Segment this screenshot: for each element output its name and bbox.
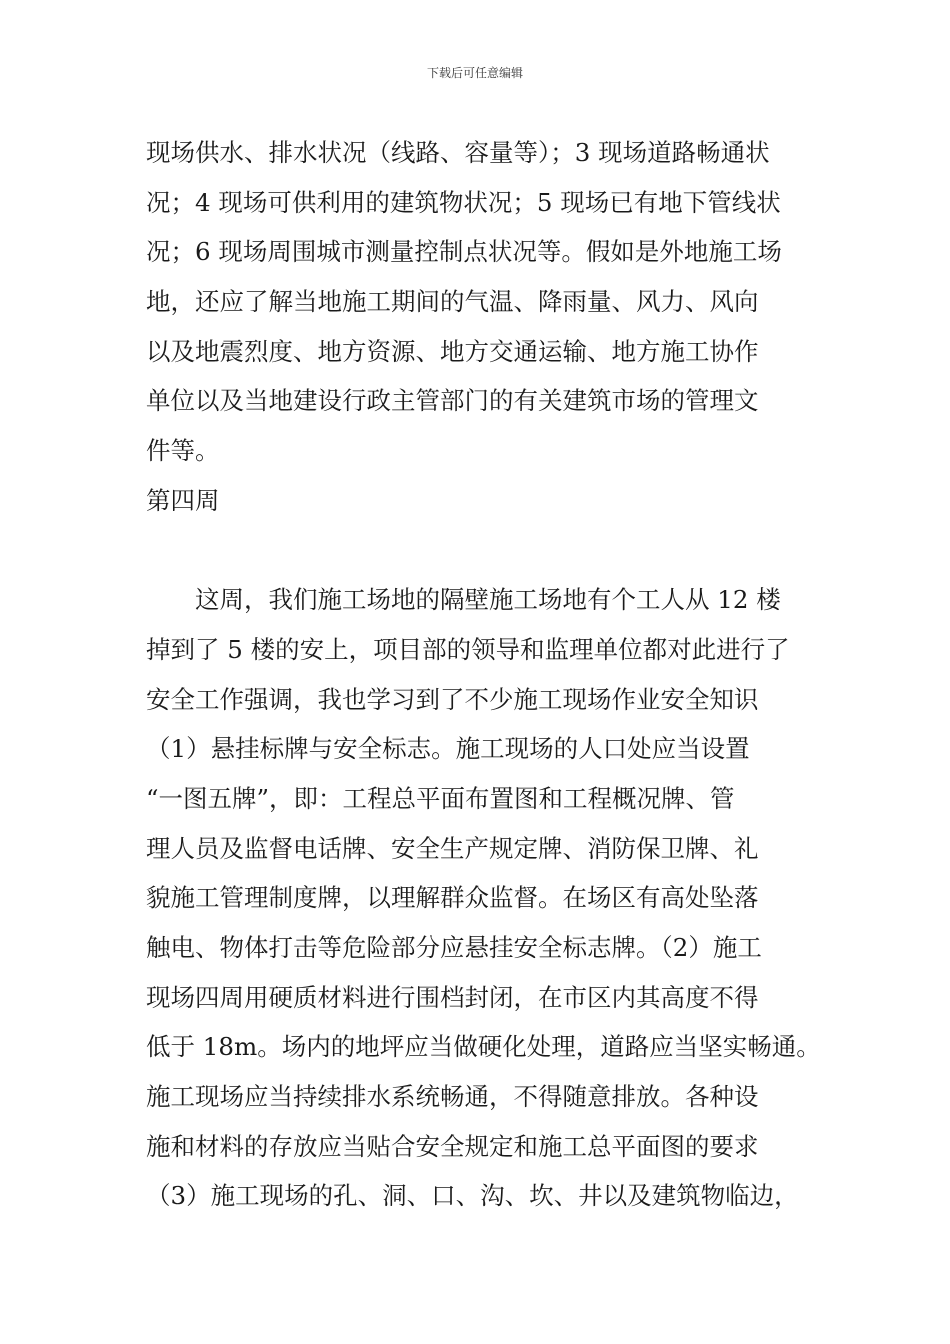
text-line: 地，还应了解当地施工期间的气温、降雨量、风力、风向 <box>146 287 759 317</box>
text-line: 现场供水、排水状况（线路、容量等）；3 现场道路畅通状 <box>146 138 770 167</box>
text-line: （1）悬挂标牌与安全标志。施工现场的人口处应当设置 <box>146 734 750 764</box>
text-line: 低于 18m。场内的地坪应当做硬化处理，道路应当坚实畅通。 <box>146 1032 821 1062</box>
text-line: 掉到了 5 楼的安上，项目部的领导和监理单位都对此进行了 <box>146 634 790 664</box>
text-line: 理人员及监督电话牌、安全生产规定牌、消防保卫牌、礼 <box>146 833 759 863</box>
text-line: 施工现场应当持续排水系统畅通，不得随意排放。各种设 <box>146 1082 759 1112</box>
text-line: 貌施工管理制度牌，以理解群众监督。在场区有高处坠落 <box>146 883 759 913</box>
text-line: 件等。 <box>146 436 220 466</box>
text-line: 施和材料的存放应当贴合安全规定和施工总平面图的要求 <box>146 1131 759 1161</box>
text-line: 这周，我们施工场地的隔壁施工场地有个工人从 12 楼 <box>146 585 781 615</box>
text-line: （3）施工现场的孔、洞、口、沟、坎、井以及建筑物临边， <box>146 1181 799 1211</box>
page-header: 下载后可任意编辑 <box>426 66 523 80</box>
text-line: 现场四周用硬质材料进行围档封闭，在市区内其高度不得 <box>146 982 759 1012</box>
text-line: 况；6 现场周围城市测量控制点状况等。假如是外地施工场 <box>146 237 782 267</box>
text-line: 以及地震烈度、地方资源、地方交通运输、地方施工协作 <box>146 336 759 366</box>
paragraph-site-conditions <box>146 128 810 476</box>
text-line: 安全工作强调，我也学习到了不少施工现场作业安全知识 <box>146 684 759 714</box>
section-heading: 第四周 <box>146 485 220 515</box>
document-body <box>146 128 821 1221</box>
paragraph-safety-knowledge <box>146 575 821 1221</box>
text-line: 况；4 现场可供利用的建筑物状况；5 现场已有地下管线状 <box>146 187 781 217</box>
blank-line <box>146 526 810 576</box>
text-line: 触电、物体打击等危险部分应悬挂安全标志牌。（2）施工 <box>146 933 762 962</box>
text-line: 单位以及当地建设行政主管部门的有关建筑市场的管理文 <box>146 386 759 416</box>
text-line: “一图五牌”，即：工程总平面布置图和工程概况牌、管 <box>146 783 735 813</box>
